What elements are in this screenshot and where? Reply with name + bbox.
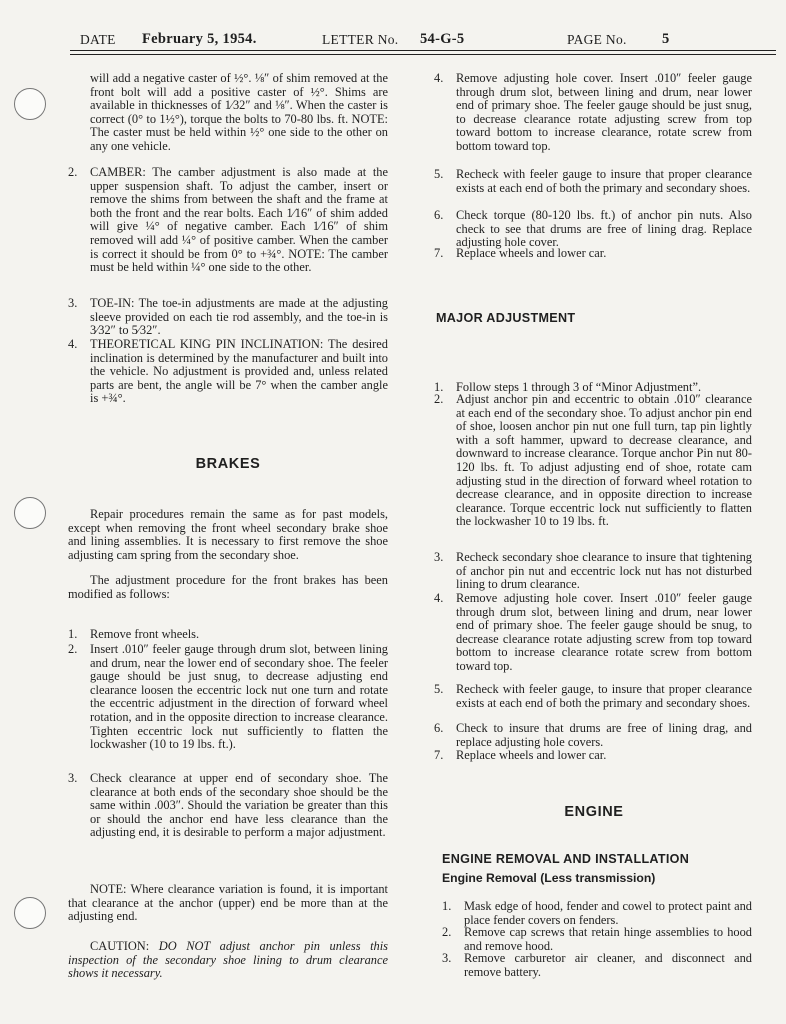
item-number: 4. (68, 337, 78, 351)
item-text: Recheck with feeler gauge, to insure that proper clearance exists at each end of both the primary and secondary shoes. (456, 682, 752, 710)
letter-value: 54-G-5 (420, 31, 465, 47)
left-column (68, 0, 388, 1024)
item-number: 1. (68, 627, 78, 641)
binder-hole-top (14, 88, 46, 120)
list-item (68, 338, 388, 406)
item-number: 6. (434, 721, 444, 735)
item-text: Replace wheels and lower car. (456, 246, 607, 260)
caster-continued: will add a negative caster of ½°. ⅛″ of shim removed at the front bolt will add a positive caster of ½°. Shims are available in thicknesses of 1⁄32″ and ⅛″. When the caster is correct (0° to 1½°), torque the bolts to 70-80 lbs. ft. NOTE: The caster must be held within ½° one side to the other on any one vehicle. (90, 71, 388, 153)
list-item (434, 393, 752, 529)
item-text: Insert .010″ feeler gauge through drum slot, between lining and drum, near the lower end of secondary shoe. The feeler gauge should be just snug, to decrease adjusting end clearance loosen the eccentric lock nut one turn and rotate the eccentric adjustment in the direction of forward wheel rotation, and in the opposite direction to increase clearance. Tighten eccentric lock nut sufficiently to flatten the lockwasher (10 to 19 lbs. ft.). (90, 642, 388, 752)
list-item (434, 551, 752, 592)
list-item (442, 952, 752, 979)
item-text: Check to insure that drums are free of lining drag, and replace adjusting hole covers. (456, 721, 752, 749)
item-number: 5. (434, 167, 444, 181)
item-text: TOE-IN: The toe-in adjustments are made at the adjusting sleeve provided on each tie rod assembly, and the toe-in is 3⁄32″ to 5⁄32″. (90, 296, 388, 338)
item-text: Remove adjusting hole cover. Insert .010″ feeler gauge through drum slot, between lining and drum, near lower end of primary shoe. The feeler gauge should be snug, to decrease clearance rotate adjusting screw from top toward bottom to increase clearance rotate screw from bottom toward top. (456, 591, 752, 673)
note-paragraph: NOTE: Where clearance variation is found, it is important that clearance at the anchor (upper) end be more than at the adjusting end. (68, 882, 388, 924)
date-label: DATE (80, 32, 116, 47)
item-number: 6. (434, 208, 444, 222)
item-text: Check torque (80-120 lbs. ft.) of anchor pin nuts. Also check to see that drums are free of lining drag. Replace adjusting hole cover. (456, 208, 752, 250)
item-number: 7. (434, 246, 444, 260)
list-item (434, 209, 752, 250)
list-item (434, 749, 752, 763)
major-adjustment-heading: MAJOR ADJUSTMENT (436, 311, 576, 325)
caution-label: CAUTION: (90, 939, 150, 953)
item-number: 2. (68, 642, 78, 656)
list-item (442, 926, 752, 953)
brakes-paragraph: Repair procedures remain the same as for past models, except when removing the front wheel secondary brake shoe and lining assemblies. It is necessary to first remove the shoe adjusting cam spring from the secondary shoe. (68, 507, 388, 562)
item-number: 3. (68, 771, 78, 785)
date-value: February 5, 1954. (142, 31, 257, 47)
item-number: 2. (434, 392, 444, 406)
brakes-heading: BRAKES (195, 456, 261, 472)
item-text: Recheck secondary shoe clearance to insure that tightening of anchor pin nut and eccentric lock nut has not disturbed lining to drum clearance. (456, 550, 752, 592)
list-item (434, 247, 752, 261)
item-text: Adjust anchor pin and eccentric to obtain .010″ clearance at each end of the secondary shoe. To adjust anchor pin end of shoe, loosen anchor pin nut one full turn, tap pin lightly with a soft hammer, upward to decrease clearance, and downward to increase clearance. Torque anchor Pin nut 80-120 lbs. ft. To adjust adjusting end of shoe, rotate cam adjusting stud in the direction of forward wheel rotation to decrease clearance, and in opposite direction to increase clearance. Torque eccentric lock nut sufficiently to flatten the lockwasher 10 to 19 lbs. ft. (456, 392, 752, 529)
item-number: 4. (434, 591, 444, 605)
list-item (442, 900, 752, 927)
engine-removal-heading: ENGINE REMOVAL AND INSTALLATION (442, 852, 690, 866)
caution-text: DO NOT adjust anchor pin unless this inspection of the secondary shoe lining to drum clearance shows it necessary. (68, 939, 388, 981)
brakes-paragraph: The adjustment procedure for the front brakes has been modified as follows: (68, 573, 388, 601)
right-column (434, 0, 752, 1024)
item-number: 2. (68, 165, 78, 179)
letter-label: LETTER No. (322, 32, 399, 47)
list-item (434, 72, 752, 154)
list-item (68, 297, 388, 338)
item-text: Recheck with feeler gauge to insure that proper clearance exists at each end of both the primary and secondary shoes. (456, 167, 752, 195)
caution-paragraph (68, 940, 388, 981)
binder-hole-middle (14, 497, 46, 529)
item-number: 2. (442, 925, 452, 939)
item-number: 1. (434, 380, 444, 394)
page-value: 5 (662, 31, 670, 47)
list-item (68, 772, 388, 840)
item-text: CAMBER: The camber adjustment is also made at the upper suspension shaft. To adjust the camber, insert or remove the shims from between the shaft and the frame at both the front and the rear bolts. Each 1⁄16″ of shim added will give ¼° of negative camber. Each 1⁄16″ of shim removed will add ¼° of positive camber. When the camber is correct it should be from 0° to +¾°. NOTE: The camber must be held within ¼° one side to the other. (90, 165, 388, 275)
item-text: Remove cap screws that retain hinge assemblies to hood and remove hood. (464, 925, 752, 953)
item-text: Remove adjusting hole cover. Insert .010″ feeler gauge through drum slot, between lining and drum, near lower end of primary shoe. The feeler gauge should be just snug, to decrease clearance rotate adjusting screw from top toward bottom to increase clearance, rotate screw from bottom toward top. (456, 71, 752, 153)
list-item (434, 168, 752, 195)
item-text: Mask edge of hood, fender and cowel to protect paint and place fender covers on fenders. (464, 899, 752, 927)
list-item (68, 643, 388, 752)
item-text: Follow steps 1 through 3 of “Minor Adjustment”. (456, 380, 702, 394)
engine-removal-subheading: Engine Removal (Less transmission) (442, 871, 656, 885)
item-text: THEORETICAL KING PIN INCLINATION: The desired inclination is determined by the manufacturer and built into the vehicle. No adjustment is provided and, unless related parts are bent, the angle will be 7° when the camber angle is +¾°. (90, 337, 388, 406)
item-number: 7. (434, 748, 444, 762)
item-number: 4. (434, 71, 444, 85)
item-text: Check clearance at upper end of secondary shoe. The clearance at both ends of the secondary shoe should be the same within .003″. Should the variation be greater than this or should the anchor end have less clearance than the adjusting end, it is desirable to perform a major adjustment. (90, 771, 388, 840)
item-number: 3. (442, 951, 452, 965)
list-item (434, 592, 752, 674)
item-text: Remove front wheels. (90, 627, 200, 641)
list-item (434, 722, 752, 749)
list-item (68, 166, 388, 275)
item-number: 3. (68, 296, 78, 310)
binder-hole-bottom (14, 897, 46, 929)
list-item (434, 683, 752, 710)
item-text: Remove carburetor air cleaner, and disconnect and remove battery. (464, 951, 752, 979)
item-number: 1. (442, 899, 452, 913)
list-item (68, 628, 388, 642)
item-number: 5. (434, 682, 444, 696)
item-number: 3. (434, 550, 444, 564)
item-text: Replace wheels and lower car. (456, 748, 607, 762)
page-label: PAGE No. (567, 32, 627, 47)
engine-heading: ENGINE (564, 804, 624, 820)
